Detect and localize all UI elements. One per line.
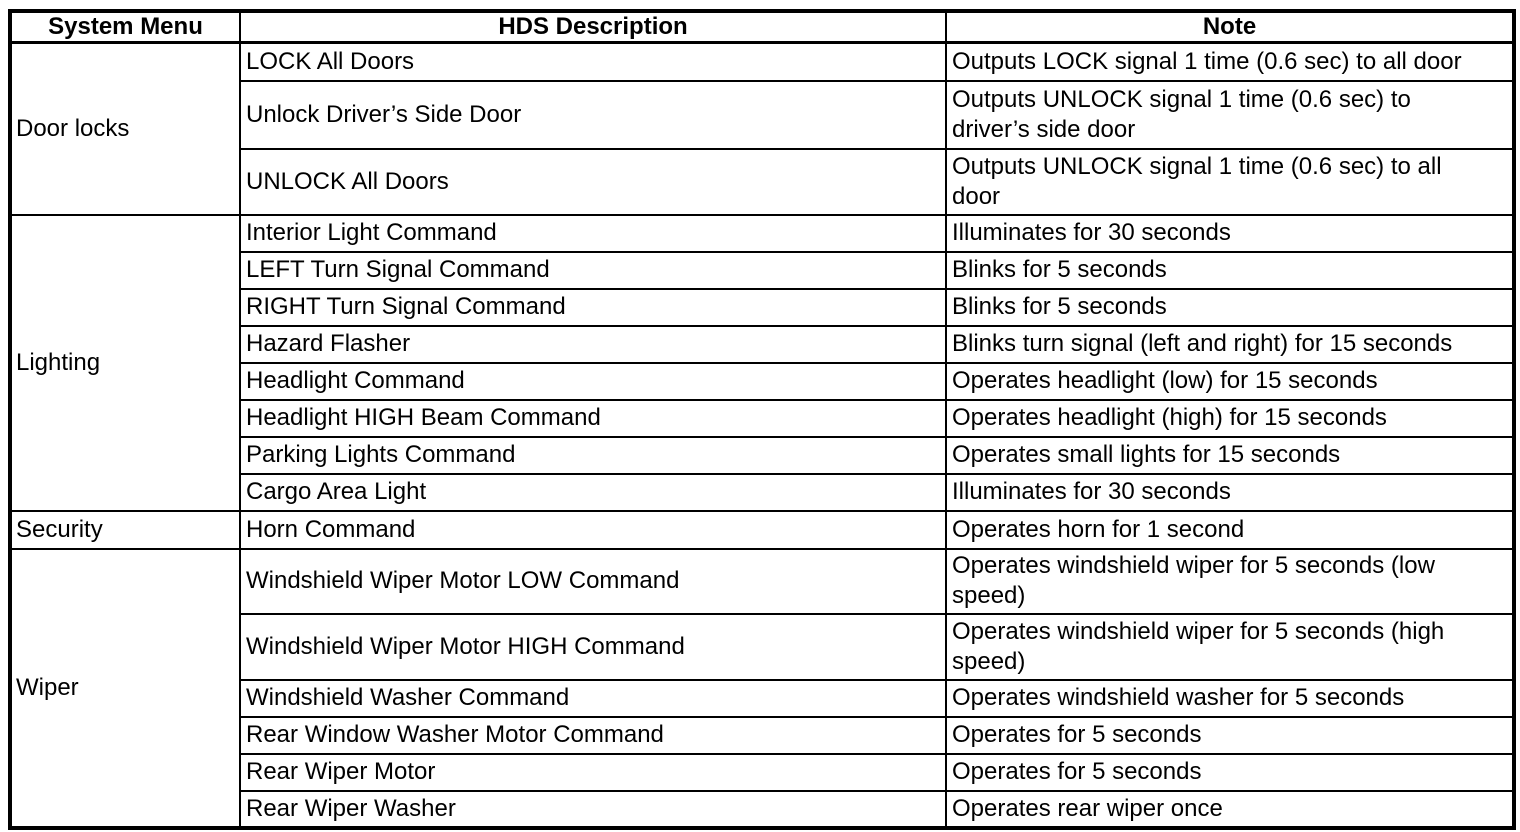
- hds-description-cell: Windshield Washer Command: [240, 680, 946, 717]
- note-cell: Operates for 5 seconds: [946, 717, 1514, 754]
- note-cell: Outputs UNLOCK signal 1 time (0.6 sec) to driver’s side door: [946, 81, 1514, 149]
- note-cell: Illuminates for 30 seconds: [946, 215, 1514, 252]
- hds-function-test-table: [8, 9, 1516, 830]
- table-row: [10, 549, 1514, 614]
- note-cell: Outputs LOCK signal 1 time (0.6 sec) to all door: [946, 43, 1514, 81]
- hds-description-cell: Rear Wiper Motor: [240, 754, 946, 791]
- hds-description-cell: Windshield Wiper Motor LOW Command: [240, 549, 946, 614]
- hds-description-cell: LOCK All Doors: [240, 43, 946, 81]
- note-cell: Operates for 5 seconds: [946, 754, 1514, 791]
- hds-description-cell: Parking Lights Command: [240, 437, 946, 474]
- system-menu-cell: Door locks: [10, 43, 240, 215]
- note-cell: Blinks turn signal (left and right) for 15 seconds: [946, 326, 1514, 363]
- column-header-system-menu: System Menu: [10, 11, 240, 43]
- hds-description-cell: Interior Light Command: [240, 215, 946, 252]
- system-menu-cell: Wiper: [10, 549, 240, 828]
- column-header-note: Note: [946, 11, 1514, 43]
- hds-description-cell: Cargo Area Light: [240, 474, 946, 511]
- note-cell: Outputs UNLOCK signal 1 time (0.6 sec) to all door: [946, 149, 1514, 215]
- table-row: [10, 43, 1514, 81]
- hds-description-cell: Headlight Command: [240, 363, 946, 400]
- note-cell: Operates horn for 1 second: [946, 511, 1514, 549]
- note-cell: Operates windshield washer for 5 seconds: [946, 680, 1514, 717]
- note-cell: Operates small lights for 15 seconds: [946, 437, 1514, 474]
- column-header-hds-description: HDS Description: [240, 11, 946, 43]
- hds-description-cell: Rear Wiper Washer: [240, 791, 946, 828]
- table-row: [10, 215, 1514, 252]
- note-cell: Operates windshield wiper for 5 seconds (high speed): [946, 614, 1514, 680]
- hds-description-cell: Rear Window Washer Motor Command: [240, 717, 946, 754]
- note-cell: Blinks for 5 seconds: [946, 289, 1514, 326]
- hds-description-cell: RIGHT Turn Signal Command: [240, 289, 946, 326]
- table-body: [10, 43, 1514, 828]
- note-cell: Operates windshield wiper for 5 seconds (low speed): [946, 549, 1514, 614]
- note-cell: Illuminates for 30 seconds: [946, 474, 1514, 511]
- system-menu-cell: Security: [10, 511, 240, 549]
- hds-description-cell: LEFT Turn Signal Command: [240, 252, 946, 289]
- note-cell: Blinks for 5 seconds: [946, 252, 1514, 289]
- hds-description-cell: UNLOCK All Doors: [240, 149, 946, 215]
- note-cell: Operates headlight (high) for 15 seconds: [946, 400, 1514, 437]
- hds-description-cell: Horn Command: [240, 511, 946, 549]
- hds-description-cell: Windshield Wiper Motor HIGH Command: [240, 614, 946, 680]
- note-cell: Operates rear wiper once: [946, 791, 1514, 828]
- hds-description-cell: Unlock Driver’s Side Door: [240, 81, 946, 149]
- hds-description-cell: Headlight HIGH Beam Command: [240, 400, 946, 437]
- table-header-row: [10, 11, 1514, 43]
- table-row: [10, 511, 1514, 549]
- note-cell: Operates headlight (low) for 15 seconds: [946, 363, 1514, 400]
- hds-description-cell: Hazard Flasher: [240, 326, 946, 363]
- system-menu-cell: Lighting: [10, 215, 240, 511]
